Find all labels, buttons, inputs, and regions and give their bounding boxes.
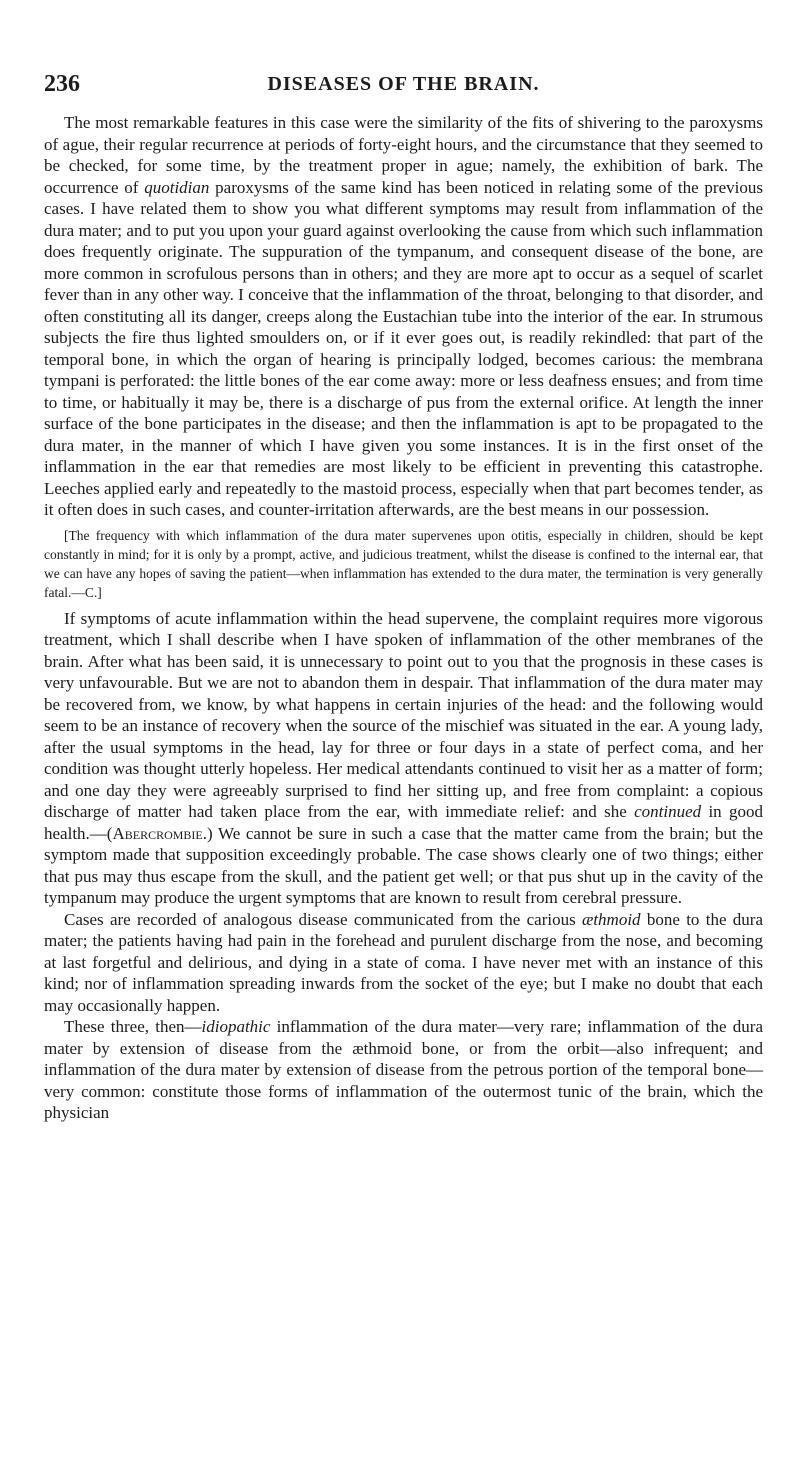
page-number: 236 [44,71,80,97]
italic-term: æthmoid [582,909,641,929]
text-run: These three, then— [64,1017,202,1036]
text-run: in good health.—( [44,802,763,843]
text-run: Cases are recorded of analogous disease communicated from the carious [64,909,582,929]
body-paragraph [44,1016,763,1124]
text-run: The most remarkable features in this case were the similarity of the fits of shivering to the paroxysms of ague, their regular recurrence at periods of forty-eight hours, and the circumstance that they seemed to be checked, for some time, by the treatment proper in ague; namely, the exhibition of bark. The occurrence of [44,113,763,197]
running-title: DISEASES OF THE BRAIN. [267,73,540,95]
text-run: If symptoms of acute inflammation within the head supervene, the complaint requires more vigorous treatment, which I shall describe when I have spoken of inflammation of the other membranes of the brain. After what has been said, it is unnecessary to point out to you that the prognosis in these cases is very unfavourable. But we are not to abandon them in despair. That inflammation of the dura mater may be recovered from, we know, by what happens in certain injuries of the head: and the following would seem to be an instance of recovery when the source of the mischief was situated in the ear. A young lady, after the usual symptoms in the head, lay for three or four days in a state of perfect coma, and her condition was thought utterly hopeless. Her medical attendants continued to visit her as a matter of form; and one day they were agreeably surprised to find her sitting up, and free from complaint: a copious discharge of matter had taken place from the ear, with immediate relief: and she [44,608,763,821]
editor-note [44,526,763,602]
text-run: [The frequency with which inflammation of the dura mater supervenes upon otitis, especially in children, should be kept constantly in mind; for it is only by a prompt, active, and judicious treatment, whilst the disease is confined to the internal ear, that we can have any hopes of saving the patient—when inflammation has extended to the dura mater, the termination is very generally fatal.—C.] [44,527,763,600]
italic-term: quotidian [144,177,210,197]
text-run: inflammation of the dura mater—very rare; inflammation of the dura mater by extension of disease from the æthmoid bone, or from the orbit—also infrequent; and inflammation of the dura mater by extension of disease from the petrous portion of the temporal bone—very common: constitute those forms of inflammation of the outermost tunic of the brain, which the physician [44,1017,763,1122]
body-paragraph [44,112,763,521]
italic-term: continued [634,802,702,821]
author-citation: Abercrombie [112,823,203,843]
text-run: paroxysms of the same kind has been noticed in relating some of the previous cases. I have related them to show you what different symptoms may result from inflammation of the dura mater; and to put you upon your guard against overlooking the cause from which such inflammation does frequently originate. The suppuration of the tympanum, and consequent disease of the bone, are more common in scrofulous persons than in others; and they are more apt to occur as a sequel of scarlet fever than in any other way. I conceive that the inflammation of the throat, belonging to that disorder, and often constituting all its danger, creeps along the Eustachian tube into the interior of the ear. In strumous subjects the fire thus lighted smoulders on, or if it ever goes out, is readily rekindled: that part of the temporal bone, in which the organ of hearing is principally lodged, becomes carious: the membrana tympani is perforated: the little bones of the ear come away: more or less deafness ensues; and from time to time, or habitually it may be, there is a discharge of pus from the external orifice. At length the inner surface of the bone participates in the disease; and then the inflammation is apt to be propagated to the dura mater, in the manner of which I have given you some instances. It is in the first onset of the inflammation in the ear that remedies are most likely to be efficient in preventing this catastrophe. Leeches applied early and repeatedly to the mastoid process, especially when that part becomes tender, as it often does in such cases, and counter-irritation afterwards, are the best means in our possession. [44,177,763,519]
text-run: bone to the dura mater; the patients having had pain in the forehead and purulent discharge from the nose, and becoming at last forgetful and delirious, and dying in a state of coma. I have never met with an instance of this kind; nor of inflammation spreading inwards from the socket of the eye; but I make no doubt that each may occasionally happen. [44,909,763,1015]
body-paragraph [44,909,763,1017]
italic-term: idiopathic [201,1017,271,1036]
page-body [44,112,763,1124]
text-run: .) We cannot be sure in such a case that the matter came from the brain; but the symptom made that supposition exceedingly probable. The case shows clearly one of two things; either that pus may thus escape from the skull, and the patient get well; or that pus shut up in the cavity of the tympanum may produce the urgent symptoms that are known to result from cerebral pressure. [44,823,763,907]
body-paragraph [44,608,763,909]
